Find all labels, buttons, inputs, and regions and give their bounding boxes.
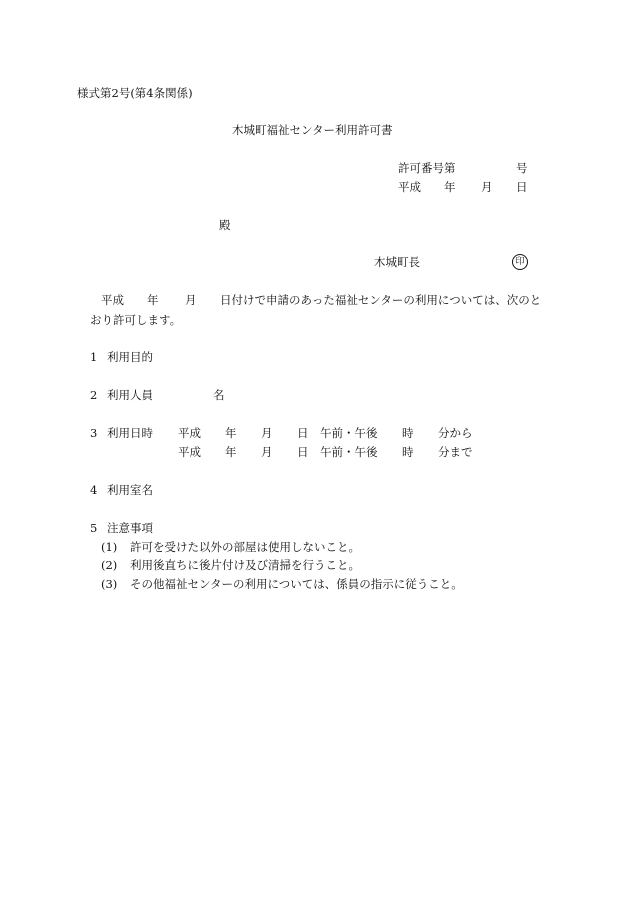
end-month: 月 (261, 445, 273, 459)
issue-date-era: 平成 (398, 180, 421, 194)
seal-mark: 印 (512, 254, 528, 270)
form-number: 様式第2号(第4条関係) (77, 86, 193, 100)
start-ampm: 午前・午後 (320, 426, 378, 440)
body-month: 月 (185, 293, 197, 307)
issuer-name: 木城町長 (374, 255, 420, 269)
item3-label: 利用日時 (107, 426, 153, 440)
item1-label: 利用目的 (107, 350, 153, 364)
start-era: 平成 (178, 426, 201, 440)
item1-number: 1 (90, 350, 98, 364)
note2-number: (2) (101, 558, 118, 572)
note1-text: 許可を受けた以外の部屋は使用しないこと。 (130, 540, 360, 554)
note3-number: (3) (101, 577, 118, 591)
item4-label: 利用室名 (107, 483, 153, 497)
note3-text: その他福祉センターの利用については、係員の指示に従うこと。 (130, 577, 463, 591)
addressee-suffix: 殿 (219, 218, 231, 232)
start-day: 日 (297, 426, 309, 440)
issue-date-day: 日 (516, 180, 528, 194)
end-minute: 分まで (438, 445, 473, 459)
item4-number: 4 (90, 483, 98, 497)
note1-number: (1) (101, 540, 118, 554)
item3-number: 3 (90, 426, 98, 440)
item2-unit: 名 (213, 388, 225, 402)
permit-number-prefix: 許可番号第 (398, 161, 456, 175)
item5-number: 5 (90, 521, 98, 535)
start-year: 年 (225, 426, 237, 440)
end-ampm: 午前・午後 (320, 445, 378, 459)
item2-number: 2 (90, 388, 98, 402)
start-month: 月 (261, 426, 273, 440)
permit-number-suffix: 号 (516, 161, 528, 175)
end-year: 年 (225, 445, 237, 459)
note2-text: 利用後直ちに後片付け及び清掃を行うこと。 (130, 558, 360, 572)
document-title: 木城町福祉センター利用許可書 (232, 123, 393, 137)
body-year: 年 (147, 293, 159, 307)
item5-label: 注意事項 (107, 521, 153, 535)
body-era: 平成 (101, 293, 124, 307)
start-hour: 時 (402, 426, 414, 440)
item2-label: 利用人員 (107, 388, 153, 402)
body-line1: 日付けで申請のあった福祉センターの利用については、次のと (220, 293, 542, 307)
end-hour: 時 (402, 445, 414, 459)
issue-date-month: 月 (481, 180, 493, 194)
end-era: 平成 (178, 445, 201, 459)
issue-date-year: 年 (444, 180, 456, 194)
body-line2: おり許可します。 (90, 313, 182, 327)
start-minute: 分から (438, 426, 473, 440)
end-day: 日 (297, 445, 309, 459)
